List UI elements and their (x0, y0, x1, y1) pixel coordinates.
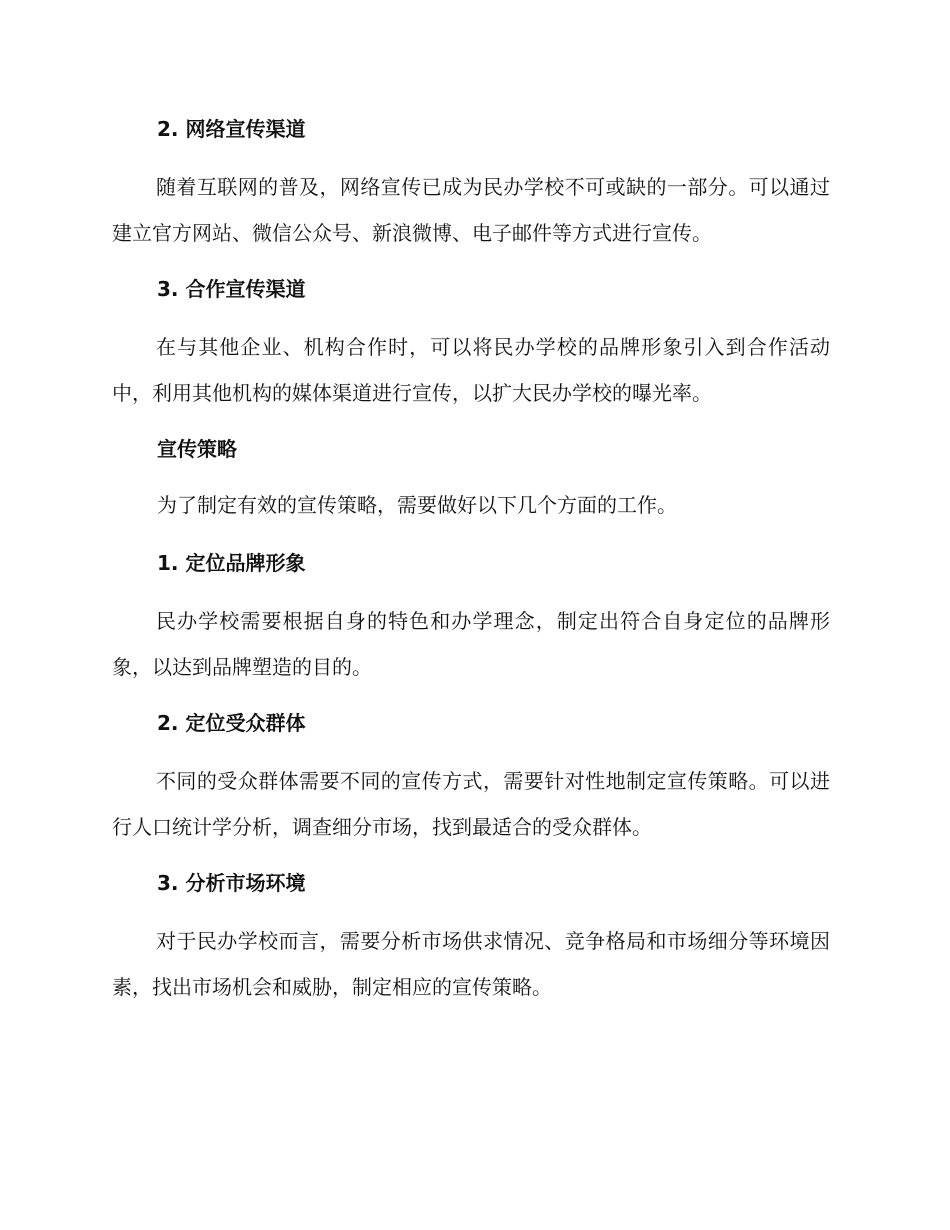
paragraph-market-analysis: 对于民办学校而言，需要分析市场供求情况、竞争格局和市场细分等环境因素，找出市场机会和威胁，制定相应的宣传策略。 (112, 929, 830, 999)
paragraph-cooperation-channels: 在与其他企业、机构合作时，可以将民办学校的品牌形象引入到合作活动中，利用其他机构的媒体渠道进行宣传，以扩大民办学校的曝光率。 (112, 335, 830, 405)
paragraph-brand-positioning: 民办学校需要根据自身的特色和办学理念，制定出符合自身定位的品牌形象，以达到品牌塑造的目的。 (112, 609, 830, 679)
heading-audience-positioning: 2. 定位受众群体 (157, 711, 306, 735)
heading-online-channels: 2. 网络宣传渠道 (157, 117, 306, 141)
heading-strategy: 宣传策略 (157, 437, 237, 461)
heading-brand-positioning: 1. 定位品牌形象 (157, 551, 306, 575)
paragraph-audience-positioning: 不同的受众群体需要不同的宣传方式，需要针对性地制定宣传策略。可以进行人口统计学分析，调查细分市场，找到最适合的受众群体。 (112, 769, 830, 839)
paragraph-strategy-intro: 为了制定有效的宣传策略，需要做好以下几个方面的工作。 (157, 493, 677, 517)
heading-market-analysis: 3. 分析市场环境 (157, 871, 306, 895)
heading-cooperation-channels: 3. 合作宣传渠道 (157, 277, 306, 301)
paragraph-online-channels: 随着互联网的普及，网络宣传已成为民办学校不可或缺的一部分。可以通过建立官方网站、微信公众号、新浪微博、电子邮件等方式进行宣传。 (112, 175, 830, 245)
